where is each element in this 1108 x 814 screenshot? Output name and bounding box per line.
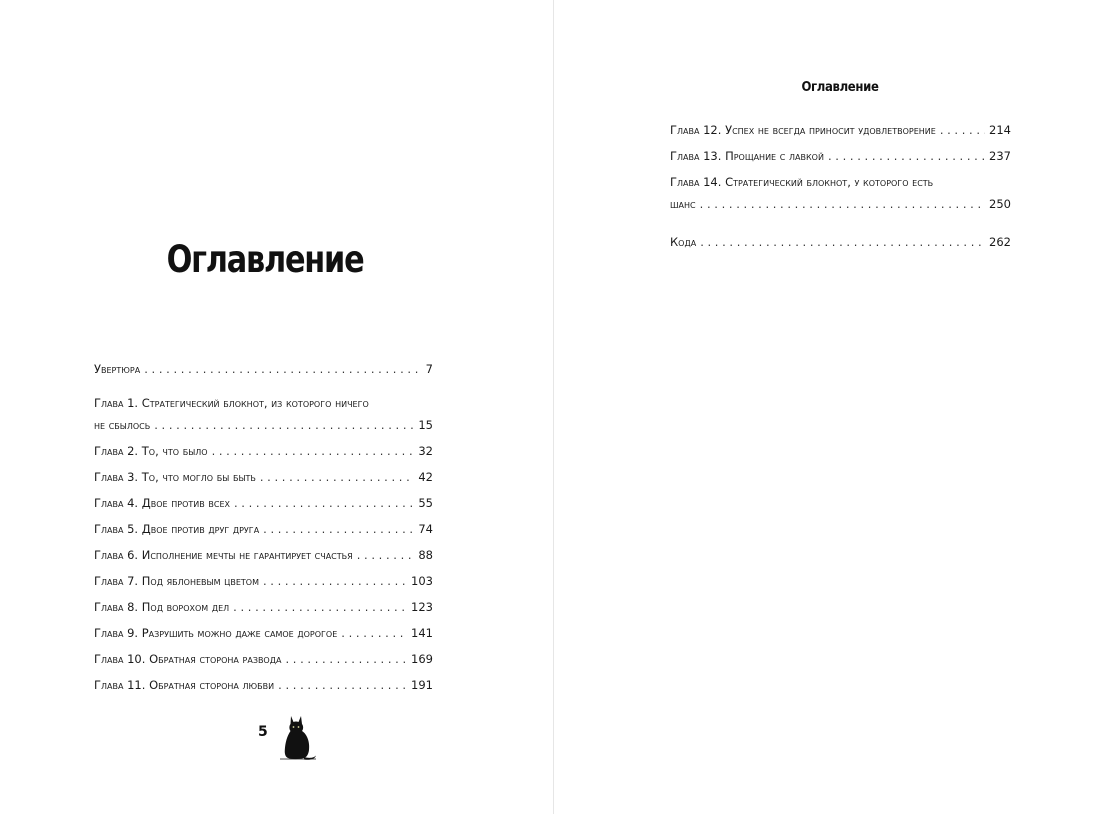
toc-entry-page: 123 xyxy=(411,600,433,614)
toc-entry-page: 15 xyxy=(418,418,433,432)
toc-leader-dots xyxy=(263,521,414,537)
toc-entry-page: 42 xyxy=(418,470,433,484)
toc-entry-title: шанс xyxy=(670,197,696,211)
toc-entry-page: 237 xyxy=(989,149,1011,163)
toc-entry-title: Кода xyxy=(670,235,697,249)
toc-entry-page: 32 xyxy=(418,444,433,458)
toc-entry-page: 55 xyxy=(418,496,433,510)
toc-leader-dots xyxy=(357,547,415,563)
toc-entry-title: Глава 8. Под ворохом дел xyxy=(94,600,230,614)
toc-entry-page: 141 xyxy=(411,626,433,640)
toc-entry[interactable] xyxy=(94,495,433,521)
toc-entry-page: 74 xyxy=(418,522,433,536)
toc-leader-dots xyxy=(940,122,985,138)
toc-leader-dots xyxy=(212,443,415,459)
toc-entry[interactable] xyxy=(94,469,433,495)
toc-entry-title: не сбылось xyxy=(94,418,151,432)
toc-entry[interactable] xyxy=(94,573,433,599)
toc-entry-title-line1: Глава 1. Стратегический блокнот, из которого ничего xyxy=(94,396,369,410)
toc-entry-title: Глава 6. Исполнение мечты не гарантирует счастья xyxy=(94,548,353,562)
toc-entry-page: 250 xyxy=(989,197,1011,211)
toc-entry[interactable] xyxy=(94,361,433,387)
toc-entry[interactable] xyxy=(670,148,1011,174)
toc-leader-dots xyxy=(260,469,414,485)
toc-leader-dots xyxy=(341,625,407,641)
toc-entry-page: 262 xyxy=(989,235,1011,249)
toc-entry-page: 191 xyxy=(411,678,433,692)
toc-entry[interactable] xyxy=(670,174,1011,222)
toc-entry[interactable] xyxy=(94,521,433,547)
toc-entry-title: Глава 5. Двое против друг друга xyxy=(94,522,260,536)
toc-entry-title: Глава 13. Прощание с лавкой xyxy=(670,149,824,163)
toc-entry-title: Глава 12. Успех не всегда приносит удовлетворение xyxy=(670,123,936,137)
toc-entry[interactable] xyxy=(670,234,1011,260)
toc-leader-dots xyxy=(144,361,421,377)
toc-entry-page: 169 xyxy=(411,652,433,666)
toc-entry[interactable] xyxy=(670,122,1011,148)
toc-entry-title: Глава 10. Обратная сторона развода xyxy=(94,652,282,666)
page-number: 5 xyxy=(258,724,268,740)
black-cat-icon xyxy=(278,712,318,762)
toc-entry[interactable] xyxy=(94,599,433,625)
toc-entry[interactable] xyxy=(94,443,433,469)
contents-title: Оглавление xyxy=(166,238,364,281)
toc-entry[interactable] xyxy=(94,677,433,703)
toc-list-right xyxy=(670,122,1011,260)
toc-entry-title: Увертюра xyxy=(94,362,141,376)
contents-heading: Оглавление xyxy=(801,80,879,95)
toc-leader-dots xyxy=(233,599,407,615)
toc-entry[interactable] xyxy=(94,625,433,651)
toc-entry-title: Глава 3. То, что могло бы быть xyxy=(94,470,256,484)
toc-leader-dots xyxy=(278,677,407,693)
toc-entry[interactable] xyxy=(94,547,433,573)
toc-entry[interactable] xyxy=(94,395,433,443)
toc-entry-title: Глава 4. Двое против всех xyxy=(94,496,230,510)
toc-entry[interactable] xyxy=(94,651,433,677)
toc-entry-title-line1: Глава 14. Стратегический блокнот, у которого есть xyxy=(670,175,934,189)
toc-leader-dots xyxy=(700,234,985,250)
toc-entry-page: 7 xyxy=(425,362,433,376)
toc-leader-dots xyxy=(285,651,407,667)
toc-list-left xyxy=(94,361,433,703)
toc-entry-title: Глава 2. То, что было xyxy=(94,444,208,458)
toc-entry-title: Глава 9. Разрушить можно даже самое дорогое xyxy=(94,626,338,640)
toc-leader-dots xyxy=(263,573,407,589)
toc-entry-page: 88 xyxy=(418,548,433,562)
toc-entry-page: 103 xyxy=(411,574,433,588)
toc-leader-dots xyxy=(234,495,414,511)
toc-leader-dots xyxy=(154,417,414,433)
toc-leader-dots xyxy=(828,148,985,164)
toc-leader-dots xyxy=(700,196,985,212)
toc-entry-page: 214 xyxy=(989,123,1011,137)
toc-entry-title: Глава 7. Под яблоневым цветом xyxy=(94,574,259,588)
toc-entry-title: Глава 11. Обратная сторона любви xyxy=(94,678,275,692)
